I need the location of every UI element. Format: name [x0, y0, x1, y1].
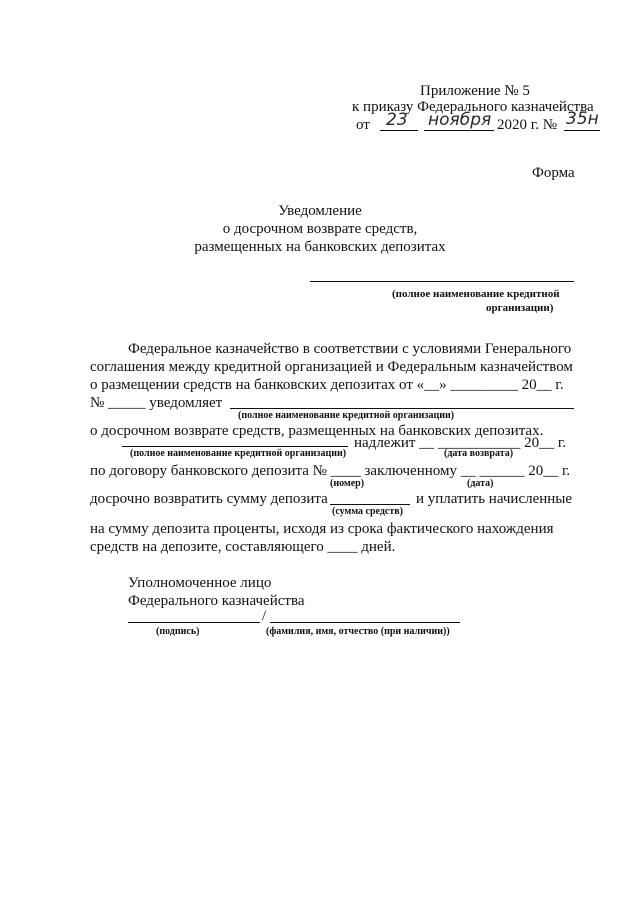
return-sum-text: досрочно возвратить сумму депозита — [90, 491, 328, 507]
title-line-3: размещенных на банковских депозитах — [194, 239, 446, 255]
form-label: Форма — [532, 165, 575, 181]
deposit-agreement-line: по договору банковского депозита № ____ заключенному __ ______ 20__ г. — [90, 463, 571, 479]
agreement-number-caption: (номер) — [330, 478, 365, 489]
title-line-1: Уведомление — [278, 203, 362, 219]
addressee-line — [310, 281, 574, 282]
order-number: 35н — [566, 109, 599, 129]
month-underline — [424, 130, 494, 131]
signature-separator: / — [262, 608, 267, 624]
appendix-label: Приложение № 5 — [420, 83, 530, 99]
body-line-3: о размещении средств на банковских депозитах от «__» _________ 20__ г. — [90, 377, 564, 393]
signatory-title-1: Уполномоченное лицо — [128, 575, 272, 591]
addressee-caption-1: (полное наименование кредитной — [392, 288, 560, 300]
interest-line-1: на сумму депозита проценты, исходя из срока фактического нахождения — [90, 521, 554, 537]
signatory-title-2: Федерального казначейства — [128, 593, 305, 609]
interest-line-2: средств на депозите, составляющего ____ дней. — [90, 539, 396, 555]
order-day: 23 — [386, 110, 408, 130]
fullname-caption: (фамилия, имя, отчество (при наличии)) — [266, 626, 450, 637]
order-date-prefix: от — [356, 117, 370, 133]
org-caption-1: (полное наименование кредитной организации) — [238, 410, 455, 421]
order-reference: к приказу Федерального казначейства — [352, 99, 594, 115]
order-month: ноября — [428, 110, 492, 130]
order-year-number: 2020 г. № — [497, 117, 558, 133]
return-due-date: надлежит __ ___________ 20__ г. — [354, 435, 567, 451]
body-line-5: о досрочном возврате средств, размещенных на банковских депозитах. — [90, 423, 544, 439]
signature-caption: (подпись) — [156, 626, 200, 637]
body-line-4-number: № _____ уведомляет — [90, 395, 223, 411]
sum-caption: (сумма средств) — [332, 506, 404, 517]
org-name-line-1 — [230, 408, 574, 409]
body-line-1: Федеральное казначейство в соответствии с условиями Генерального — [128, 341, 572, 357]
return-date-caption: (дата возврата) — [444, 448, 514, 459]
number-underline — [564, 130, 600, 131]
org-name-line-2 — [122, 446, 348, 447]
sum-line — [330, 504, 410, 505]
accrued-interest-text: и уплатить начисленные — [416, 491, 573, 507]
title-line-2: о досрочном возврате средств, — [222, 221, 418, 237]
addressee-caption-2: организации) — [486, 302, 554, 314]
agreement-date-caption: (дата) — [467, 478, 494, 489]
org-caption-2: (полное наименование кредитной организации) — [130, 448, 347, 459]
signature-line — [128, 622, 260, 623]
fullname-line — [270, 622, 460, 623]
day-underline — [380, 130, 418, 131]
body-line-2: соглашения между кредитной организацией и Федеральным казначейством — [90, 359, 573, 375]
